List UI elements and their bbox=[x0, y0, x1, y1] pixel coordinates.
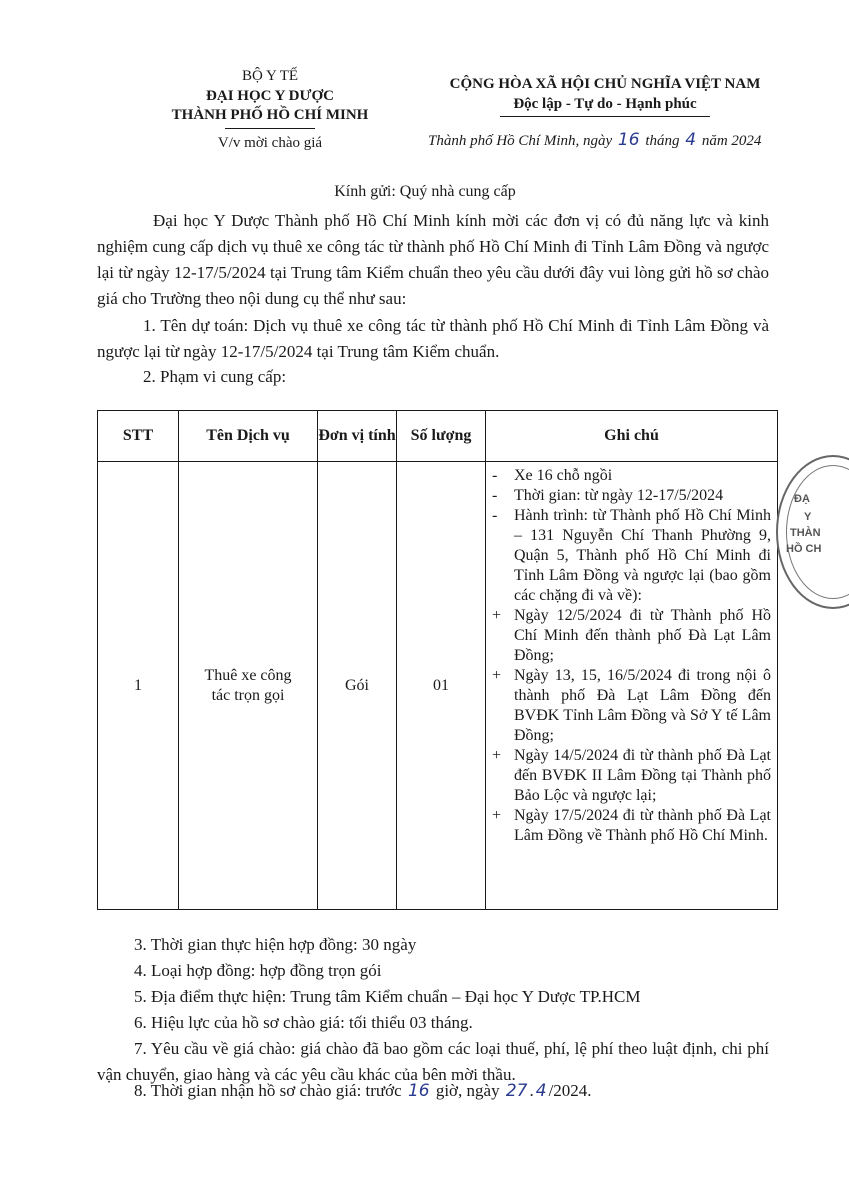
row-unit: Gói bbox=[318, 462, 397, 910]
header-service-name: Tên Dịch vụ bbox=[179, 411, 318, 462]
greeting: Kính gửi: Quý nhà cung cấp bbox=[334, 183, 516, 200]
item-8-submission-deadline: 8. Thời gian nhận hồ sơ chào giá: trước 16 giờ, ngày 27 . 4 /2024. bbox=[134, 1078, 774, 1104]
subject-line: V/v mời chào giá bbox=[217, 135, 323, 151]
date-line bbox=[428, 130, 808, 150]
note-item: - Xe 16 chỗ ngồi bbox=[492, 467, 613, 484]
row-notes bbox=[486, 462, 778, 910]
item-3-contract-duration: 3. Thời gian thực hiện hợp đồng: 30 ngày bbox=[134, 935, 417, 954]
university-name-line1: ĐẠI HỌC Y DƯỢC bbox=[206, 88, 334, 104]
note-item: + Ngày 17/5/2024 đi từ thành phố Đà Lạt Lâm Đồng về Thành phố Hồ Chí Minh. bbox=[492, 807, 771, 844]
deadline-prefix: 8. Thời gian nhận hồ sơ chào giá: trước bbox=[134, 1081, 402, 1100]
item-4-contract-type: 4. Loại hợp đồng: hợp đồng trọn gói bbox=[134, 961, 382, 980]
table-row bbox=[98, 462, 778, 910]
header-left-divider bbox=[225, 128, 315, 129]
intro-paragraph: Đại học Y Dược Thành phố Hồ Chí Minh kính mời các đơn vị có đủ năng lực và kinh nghiệm cung cấp dịch vụ thuê xe công tác từ thành phố Hồ Chí Minh đi Tỉnh Lâm Đồng và ngược lại từ ngày 12-17/5/2024 tại Trung tâm Kiểm chuẩn theo yêu cầu dưới đây vui lòng gửi hồ sơ chào giá cho Trường theo nội dung cụ thể như sau: bbox=[97, 211, 769, 308]
date-prefix: Thành phố Hồ Chí Minh, ngày bbox=[428, 133, 613, 149]
note-item: + Ngày 14/5/2024 đi từ thành phố Đà Lạt đến BVĐK II Lâm Đồng tại Thành phố Bảo Lộc và ngược lại; bbox=[492, 747, 771, 804]
deadline-mid: giờ, ngày bbox=[435, 1081, 500, 1100]
stamp-text-line: HỒ CH bbox=[786, 543, 822, 555]
stamp-text-line: Y bbox=[804, 511, 812, 523]
university-name-line2: THÀNH PHỐ HỒ CHÍ MINH bbox=[171, 107, 369, 123]
note-item: + Ngày 13, 15, 16/5/2024 đi trong nội ô thành phố Đà Lạt Lâm Đồng đến BVĐK Tỉnh Lâm Đồng và Sở Y tế Lâm Đồng; bbox=[492, 667, 771, 744]
row-service-name: Thuê xe công tác trọn gọi bbox=[179, 462, 318, 910]
date-month-label: tháng bbox=[645, 133, 680, 149]
deadline-day-handwritten: 27 bbox=[505, 1081, 528, 1101]
deadline-month-handwritten: 4 bbox=[535, 1081, 547, 1101]
item-6-validity: 6. Hiệu lực của hồ sơ chào giá: tối thiểu 03 tháng. bbox=[134, 1013, 473, 1032]
ministry-name: BỘ Y TẾ bbox=[241, 68, 299, 84]
row-quantity: 01 bbox=[397, 462, 486, 910]
item-7-price-requirements: 7. Yêu cầu về giá chào: giá chào đã bao gồm các loại thuế, phí, lệ phí theo luật định, chi phí vận chuyển, giao hàng và các yêu cầu khác của bên mời thầu. bbox=[97, 1039, 769, 1084]
official-stamp bbox=[776, 455, 849, 609]
deadline-year: /2024. bbox=[548, 1081, 592, 1100]
header-stt: STT bbox=[98, 411, 179, 462]
item-1-estimate-name: 1. Tên dự toán: Dịch vụ thuê xe công tác từ thành phố Hồ Chí Minh đi Tỉnh Lâm Đồng và ngược lại từ ngày 12-17/5/2024 tại Trung tâm Kiểm chuẩn. bbox=[97, 316, 769, 361]
service-table bbox=[97, 410, 778, 910]
header-unit: Đơn vị tính bbox=[318, 411, 397, 462]
stamp-text-line: THÀN bbox=[790, 527, 821, 539]
item-2-scope: 2. Phạm vi cung cấp: bbox=[143, 367, 287, 386]
header-right-divider bbox=[500, 116, 710, 117]
header-quantity: Số lượng bbox=[397, 411, 486, 462]
date-month-handwritten: 4 bbox=[685, 130, 697, 150]
stamp-text-line: ĐẠ bbox=[794, 493, 810, 505]
note-item: + Ngày 12/5/2024 đi từ Thành phố Hồ Chí Minh đến thành phố Đà Lạt Lâm Đồng; bbox=[492, 607, 771, 664]
table-header-row bbox=[98, 411, 778, 462]
motto: Độc lập - Tự do - Hạnh phúc bbox=[513, 96, 697, 112]
header-notes: Ghi chú bbox=[486, 411, 778, 462]
deadline-hour-handwritten: 16 bbox=[407, 1081, 430, 1101]
country-name: CỘNG HÒA XÃ HỘI CHỦ NGHĨA VIỆT NAM bbox=[449, 76, 761, 92]
row-stt: 1 bbox=[98, 462, 179, 910]
item-5-location: 5. Địa điểm thực hiện: Trung tâm Kiểm chuẩn – Đại học Y Dược TP.HCM bbox=[134, 987, 641, 1006]
date-year: năm 2024 bbox=[701, 133, 762, 149]
date-day-handwritten: 16 bbox=[617, 130, 640, 150]
note-item: - Hành trình: từ Thành phố Hồ Chí Minh – 131 Nguyễn Chí Thanh Phường 9, Quận 5, Thành phố Hồ Chí Minh đi Tỉnh Lâm Đồng và ngược lại (bao gồm các chặng đi và về): bbox=[492, 507, 771, 604]
note-item: - Thời gian: từ ngày 12-17/5/2024 bbox=[492, 487, 724, 504]
